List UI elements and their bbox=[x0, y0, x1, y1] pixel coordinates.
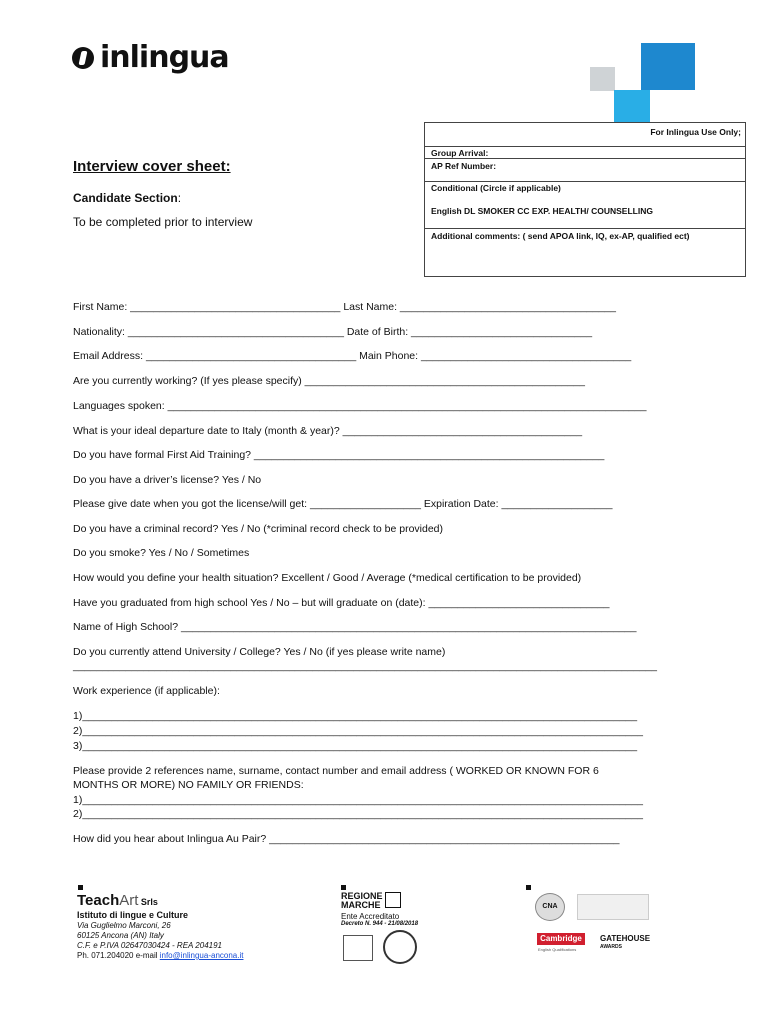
decorative-square-lightblue bbox=[614, 90, 650, 122]
gatehouse-line-2: AWARDS bbox=[600, 944, 622, 950]
ap-ref-label: AP Ref Number: bbox=[431, 161, 497, 171]
teachart-brand bbox=[77, 892, 158, 909]
candidate-section-heading bbox=[73, 191, 181, 205]
office-use-title-row bbox=[425, 123, 745, 147]
contact-line bbox=[77, 951, 243, 960]
form-line-high-school-name[interactable]: Name of High School? ______________________________________________________________________________ bbox=[73, 621, 637, 633]
cambridge-subtitle: English Qualifications bbox=[538, 947, 577, 952]
form-line-high-school-graduation[interactable]: Have you graduated from high school Yes / No – but will graduate on (date): _______________________________ bbox=[73, 597, 610, 609]
form-line-reference-1[interactable]: 1)________________________________________________________________________________________________ bbox=[73, 794, 643, 806]
form-line-license[interactable]: Do you have a driver’s license? Yes / No bbox=[73, 474, 262, 486]
vat-number: C.F. e P.IVA 02647030424 - REA 204191 bbox=[77, 941, 222, 950]
gatehouse-logo bbox=[600, 935, 650, 951]
office-use-box bbox=[424, 122, 746, 277]
partner-logo-icon bbox=[577, 894, 649, 920]
conditional-label: Conditional (Circle if applicable) bbox=[431, 183, 561, 193]
ap-ref-row bbox=[425, 159, 745, 182]
certification-seal-icon bbox=[383, 930, 417, 964]
decorative-square-gray bbox=[590, 67, 615, 91]
form-line-university-blank[interactable]: ____________________________________________________________________________________________________ bbox=[73, 660, 657, 672]
form-line-work-experience: Work experience (if applicable): bbox=[73, 685, 220, 697]
decreto: Decreto N. 944 - 21/08/2018 bbox=[341, 921, 419, 927]
form-line-work-3[interactable]: 3)_______________________________________________________________________________________________ bbox=[73, 740, 638, 752]
form-line-criminal-record[interactable]: Do you have a criminal record? Yes / No (*criminal record check to be provided) bbox=[73, 523, 444, 535]
gatehouse-line-1: GATEHOUSE bbox=[600, 934, 651, 943]
completion-note: To be completed prior to interview bbox=[73, 215, 253, 229]
certification-label-icon bbox=[343, 935, 373, 961]
phone-text: Ph. 071.204020 e-mail bbox=[77, 951, 158, 960]
form-line-departure[interactable]: What is your ideal departure date to Italy (month & year)? _________________________________________ bbox=[73, 425, 583, 437]
form-line-work-2[interactable]: 2)________________________________________________________________________________________________ bbox=[73, 725, 643, 737]
form-line-smoke[interactable]: Do you smoke? Yes / No / Sometimes bbox=[73, 547, 250, 559]
footer-bullet bbox=[526, 885, 531, 890]
footer-bullet bbox=[78, 885, 83, 890]
form-line-license-dates[interactable]: Please give date when you got the license/will get: ___________________ Expiration Date: ___________________ bbox=[73, 498, 613, 510]
form-line-email[interactable]: Email Address: ____________________________________ Main Phone: ____________________________________ bbox=[73, 350, 632, 362]
form-line-languages[interactable]: Languages spoken: __________________________________________________________________________________ bbox=[73, 400, 647, 412]
form-line-references-2: MONTHS OR MORE) NO FAMILY OR FRIENDS: bbox=[73, 779, 304, 791]
office-use-title: For Inlingua Use Only; bbox=[650, 127, 741, 137]
ente-accreditato: Ente Accreditato bbox=[341, 912, 400, 921]
form-line-references-1: Please provide 2 references name, surname, contact number and email address ( WORKED OR KNOWN FOR 6 bbox=[73, 765, 599, 777]
inlingua-logo-icon bbox=[72, 47, 94, 69]
address-line-1: Via Guglielmo Marconi, 26 bbox=[77, 921, 171, 930]
address-line-2: 60125 Ancona (AN) Italy bbox=[77, 931, 164, 940]
regione-emblem-icon bbox=[385, 892, 401, 908]
form-line-how-heard[interactable]: How did you hear about Inlingua Au Pair? ____________________________________________________________ bbox=[73, 833, 620, 845]
brand-srls: Srls bbox=[138, 897, 158, 907]
footer-bullet bbox=[341, 885, 346, 890]
cambridge-logo: Cambridge bbox=[537, 933, 585, 945]
form-line-names[interactable]: First Name: ____________________________________ Last Name: _____________________________________ bbox=[73, 301, 616, 313]
conditional-options: English DL SMOKER CC EXP. HEALTH/ COUNSELLING bbox=[431, 206, 653, 216]
regione-marche-logo bbox=[341, 892, 383, 910]
form-line-work-1[interactable]: 1)_______________________________________________________________________________________________ bbox=[73, 710, 638, 722]
decorative-square-blue bbox=[641, 43, 695, 90]
brand-teach: Teach bbox=[77, 892, 120, 909]
group-arrival-row bbox=[425, 146, 745, 159]
group-arrival-label: Group Arrival: bbox=[431, 148, 489, 158]
email-link[interactable]: info@inlingua-ancona.it bbox=[159, 951, 244, 960]
candidate-section-colon: : bbox=[177, 191, 182, 205]
brand-art: Art bbox=[119, 892, 139, 909]
form-line-nationality[interactable]: Nationality: _____________________________________ Date of Birth: _______________________________ bbox=[73, 326, 593, 338]
candidate-section-label: Candidate Section bbox=[73, 191, 178, 205]
cna-logo: CNA bbox=[535, 893, 565, 921]
inlingua-logo bbox=[72, 40, 229, 75]
institute-name: Istituto di lingue e Culture bbox=[77, 910, 188, 920]
logo-text: inlingua bbox=[100, 40, 229, 75]
form-line-first-aid[interactable]: Do you have formal First Aid Training? ____________________________________________________________ bbox=[73, 449, 605, 461]
form-line-working[interactable]: Are you currently working? (If yes please specify) ________________________________________________ bbox=[73, 375, 585, 387]
additional-comments-label: Additional comments: ( send APOA link, IQ, ex-AP, qualified ect) bbox=[431, 231, 690, 241]
form-line-university[interactable]: Do you currently attend University / College? Yes / No (if yes please write name) bbox=[73, 646, 446, 658]
conditional-row bbox=[425, 182, 745, 229]
regione-line-1: REGIONE bbox=[341, 891, 383, 901]
regione-line-2: MARCHE bbox=[341, 900, 381, 910]
page-title: Interview cover sheet: bbox=[73, 158, 231, 175]
form-line-reference-2[interactable]: 2)________________________________________________________________________________________________ bbox=[73, 808, 643, 820]
form-line-health[interactable]: How would you define your health situation? Excellent / Good / Average (*medical certification to be provided) bbox=[73, 572, 582, 584]
